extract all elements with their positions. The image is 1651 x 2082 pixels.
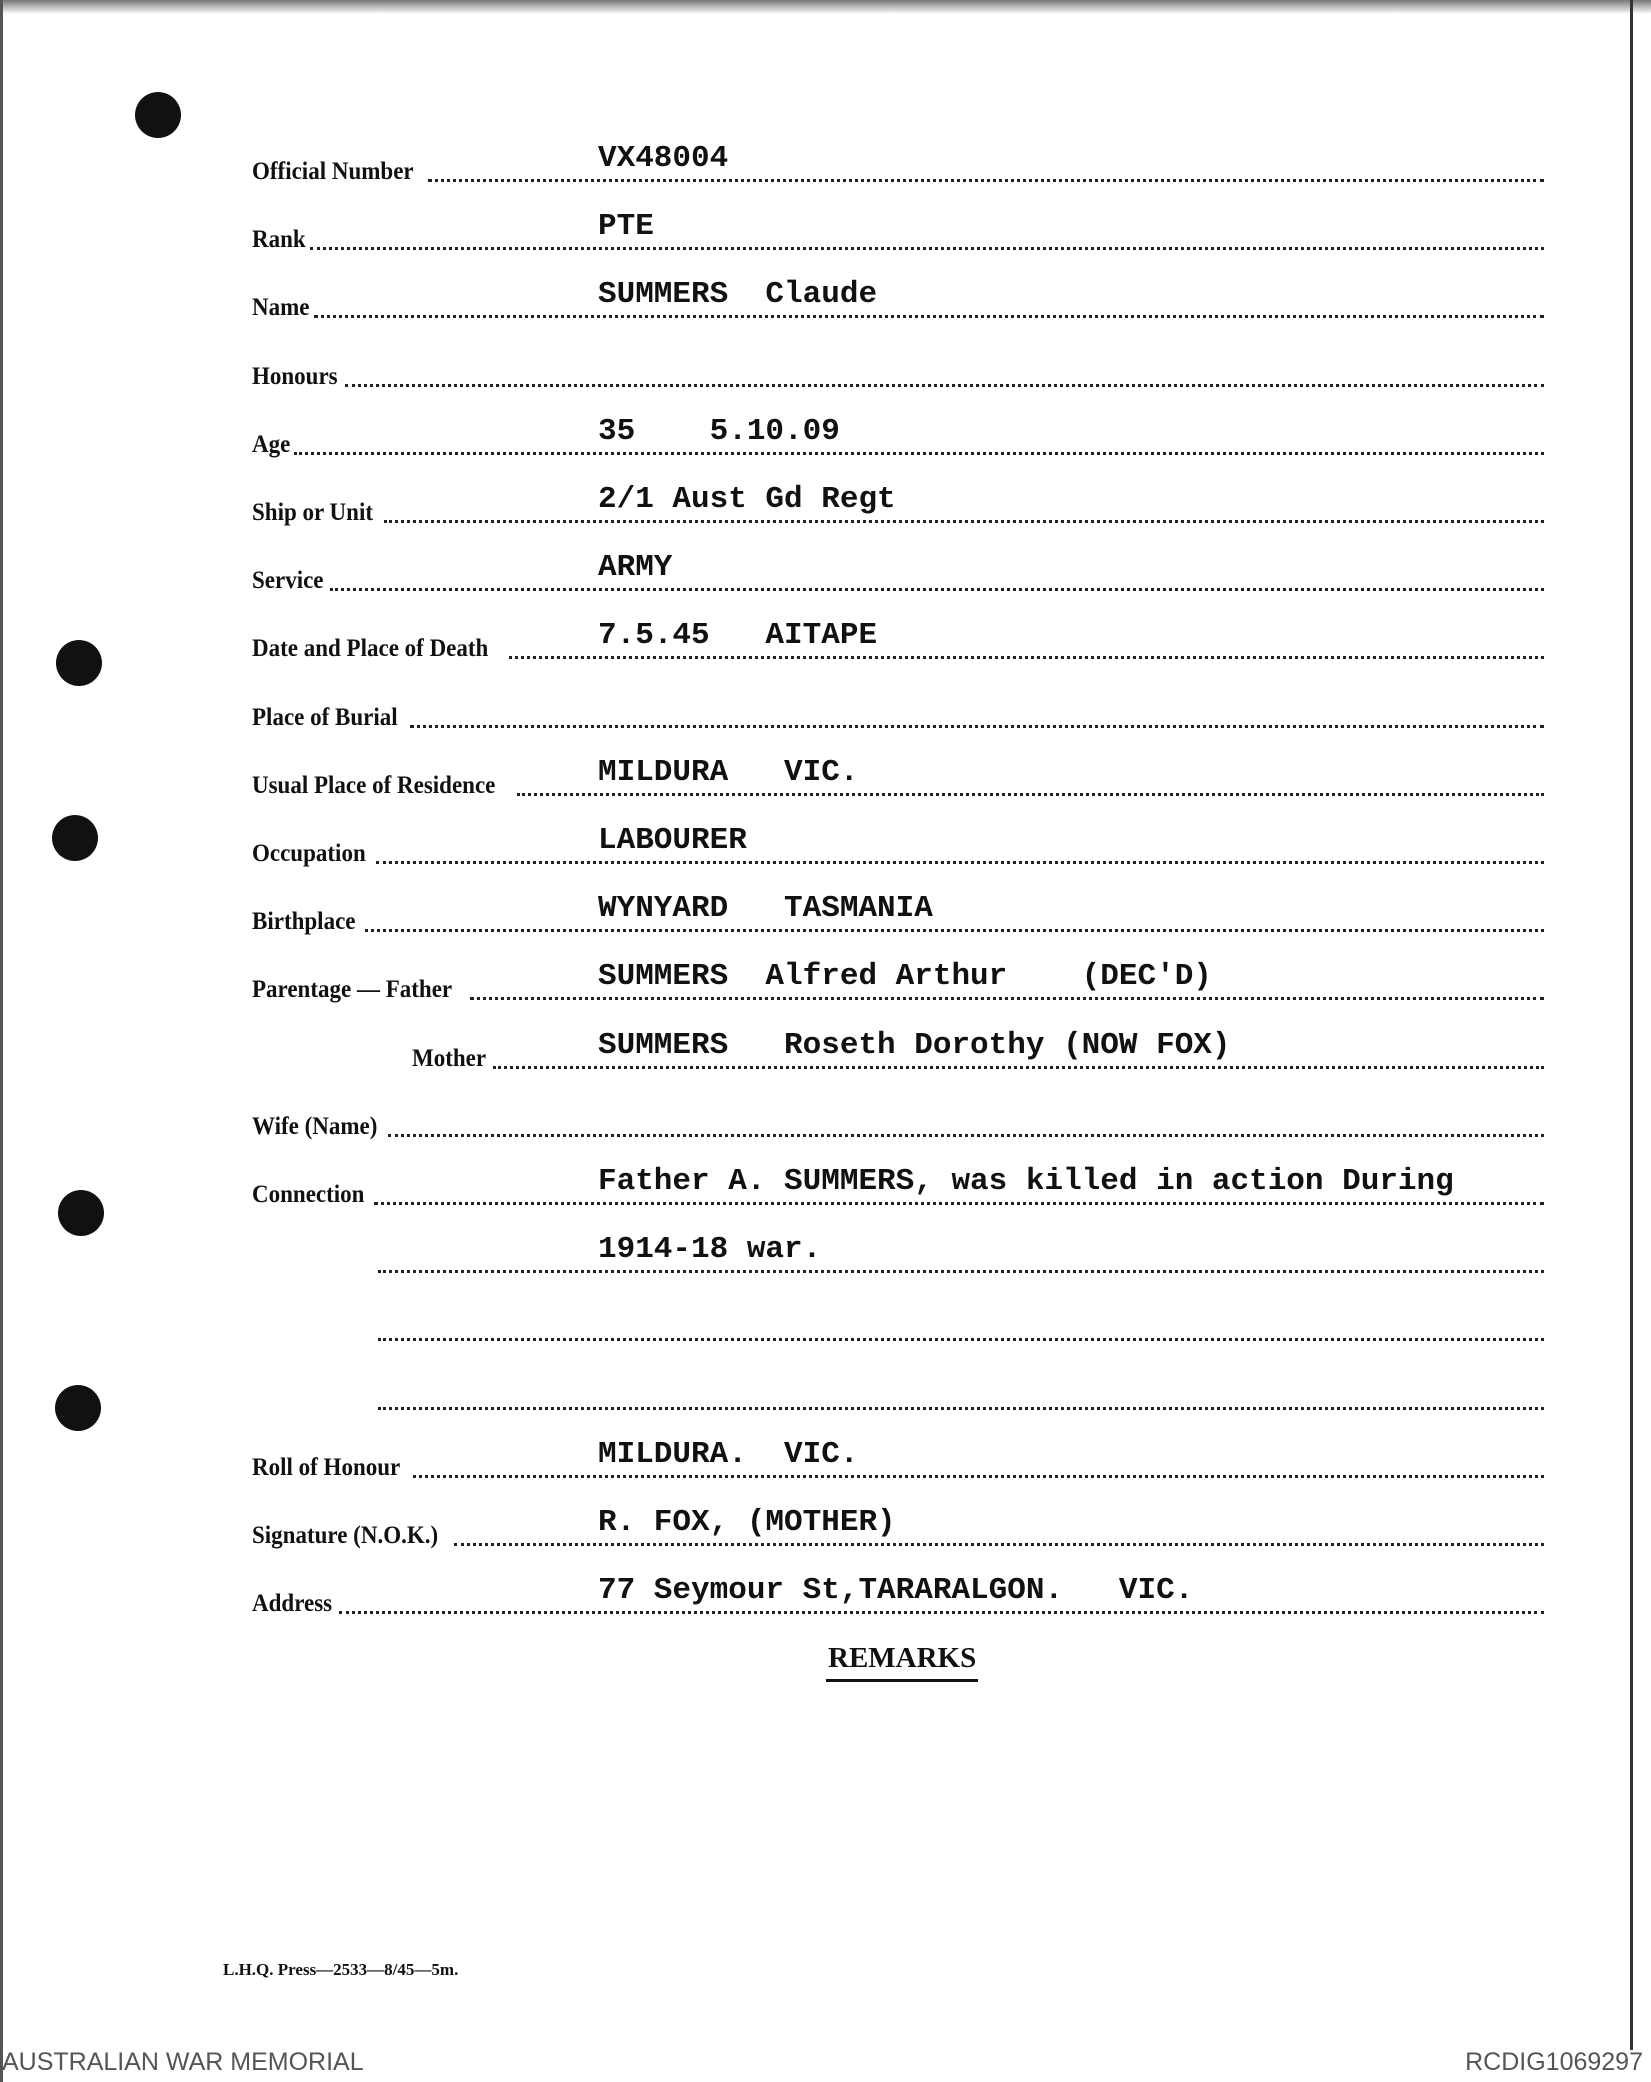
field-value: 1914-18 war.: [598, 1232, 822, 1268]
form-row: [378, 1376, 1544, 1416]
field-label: Roll of Honour: [252, 1453, 401, 1481]
field-value: MILDURA. VIC.: [598, 1436, 859, 1472]
dotted-line: [294, 422, 1544, 455]
form-row: [252, 353, 1544, 393]
form-row: [252, 482, 1544, 529]
form-row: [252, 277, 1544, 324]
form-row: [252, 141, 1544, 188]
scan-edge-top: [0, 0, 1651, 14]
field-value: R. FOX, (MOTHER): [598, 1505, 896, 1540]
field-value: LABOURER: [598, 823, 747, 858]
field-value: 2/1 Aust Gd Regt: [598, 482, 896, 517]
field-label: Rank: [252, 226, 306, 254]
punch-hole: [52, 815, 98, 861]
field-value: SUMMERS Roseth Dorothy (NOW FOX): [598, 1027, 1231, 1063]
field-value: WYNYARD TASMANIA: [598, 891, 933, 927]
form-row: [252, 1573, 1544, 1620]
dotted-line: [310, 217, 1544, 250]
dotted-line: [378, 1377, 1544, 1410]
form-row: [252, 1505, 1544, 1552]
field-label: Honours: [252, 362, 338, 390]
field-value: PTE: [598, 209, 654, 245]
field-label: Name: [252, 294, 310, 322]
form-row: [252, 1164, 1544, 1211]
form-row: [252, 413, 1544, 461]
field-value: VX48004: [598, 141, 729, 176]
form-row: [252, 959, 1544, 1006]
dotted-line: [410, 695, 1544, 728]
form-row: [252, 1103, 1544, 1143]
form-row: [252, 209, 1544, 256]
form-row: [252, 891, 1544, 938]
field-label: Address: [252, 1590, 333, 1618]
caption-left: AUSTRALIAN WAR MEMORIAL: [2, 2048, 364, 2076]
dotted-line: [330, 558, 1544, 591]
field-label: Mother: [412, 1044, 487, 1072]
dotted-line: [378, 1240, 1544, 1273]
field-label: Occupation: [252, 840, 366, 867]
dotted-line: [376, 831, 1544, 864]
field-label: Usual Place of Residence: [252, 771, 496, 799]
dotted-line: [314, 285, 1544, 318]
punch-hole: [55, 1385, 101, 1431]
punch-hole: [135, 92, 181, 138]
field-value: Father A. SUMMERS, was killed in action During: [598, 1164, 1454, 1199]
dotted-line: [413, 1445, 1544, 1478]
field-value: 7.5.45 AITAPE: [598, 618, 878, 654]
field-label: Ship or Unit: [252, 499, 374, 526]
field-label: Connection: [252, 1181, 365, 1208]
field-label: Official Number: [252, 158, 414, 185]
dotted-line: [345, 354, 1544, 387]
field-value: 35 5.10.09: [598, 413, 840, 449]
field-label: Parentage — Father: [252, 976, 453, 1004]
field-label: Birthplace: [252, 908, 356, 936]
caption-right: RCDIG1069297: [1465, 2048, 1643, 2076]
form-row: [252, 694, 1544, 734]
punch-hole: [58, 1190, 104, 1236]
scan-edge-right: [1630, 0, 1633, 2050]
punch-hole: [56, 640, 102, 686]
remarks-heading: REMARKS: [826, 1642, 978, 1682]
dotted-line: [428, 149, 1544, 182]
dotted-line: [365, 899, 1545, 932]
print-footer: L.H.Q. Press—2533—8/45—5m.: [223, 1960, 459, 1979]
form-row: [252, 1436, 1544, 1484]
field-value: MILDURA VIC.: [598, 754, 859, 790]
form-row: [252, 550, 1544, 597]
dotted-line: [378, 1308, 1544, 1341]
field-value: SUMMERS Claude: [598, 277, 878, 313]
scan-edge-left: [0, 0, 3, 2082]
field-label: Place of Burial: [252, 703, 398, 731]
field-value: ARMY: [598, 550, 673, 586]
field-label: Signature (N.O.K.): [252, 1522, 439, 1549]
form-row: [378, 1232, 1544, 1279]
field-value: 77 Seymour St,TARARALGON. VIC.: [598, 1573, 1194, 1609]
form-row: [252, 618, 1544, 665]
dotted-line: [388, 1104, 1544, 1137]
field-label: Age: [252, 430, 291, 458]
field-label: Date and Place of Death: [252, 635, 489, 663]
field-label: Wife (Name): [252, 1112, 378, 1140]
field-value: SUMMERS Alfred Arthur (DEC'D): [598, 959, 1212, 995]
form-row: [378, 1307, 1544, 1347]
dotted-line: [384, 490, 1544, 523]
field-label: Service: [252, 567, 324, 595]
form-row: [252, 823, 1544, 870]
form-row: [412, 1027, 1544, 1075]
form-row: [252, 754, 1544, 802]
